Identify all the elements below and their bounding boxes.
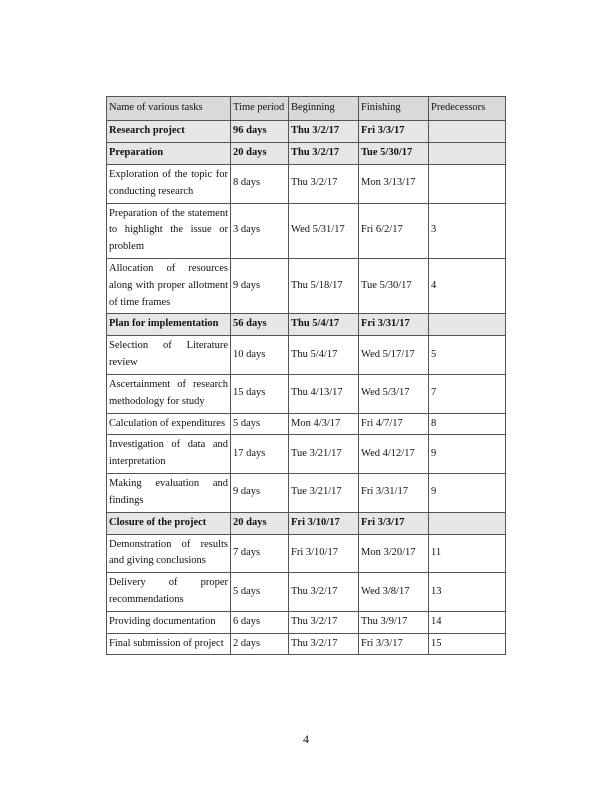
beginning-cell: Thu 3/2/17 <box>289 573 359 612</box>
task-name-cell: Research project <box>107 121 231 143</box>
time-period-cell: 8 days <box>231 165 289 204</box>
finishing-cell: Tue 5/30/17 <box>359 258 429 313</box>
beginning-cell: Tue 3/21/17 <box>289 473 359 512</box>
task-name-cell: Exploration of the topic for conducting research <box>107 165 231 204</box>
table-row <box>107 258 506 313</box>
time-period-cell: 5 days <box>231 413 289 435</box>
time-period-cell: 2 days <box>231 633 289 655</box>
summary-row <box>107 143 506 165</box>
time-period-cell: 9 days <box>231 473 289 512</box>
task-name-cell: Calculation of expenditures <box>107 413 231 435</box>
finishing-cell: Fri 3/3/17 <box>359 633 429 655</box>
finishing-cell: Fri 6/2/17 <box>359 203 429 258</box>
task-name-cell: Allocation of resources along with proper allotment of time frames <box>107 258 231 313</box>
table-row <box>107 435 506 474</box>
task-name-cell: Delivery of proper recommendations <box>107 573 231 612</box>
task-name-cell: Ascertainment of research methodology for study <box>107 374 231 413</box>
table-row <box>107 165 506 204</box>
task-name-cell: Providing documentation <box>107 611 231 633</box>
time-period-cell: 3 days <box>231 203 289 258</box>
table-row <box>107 611 506 633</box>
table-row <box>107 413 506 435</box>
task-name-cell: Selection of Literature review <box>107 336 231 375</box>
predecessors-cell: 15 <box>429 633 506 655</box>
finishing-cell: Fri 3/3/17 <box>359 512 429 534</box>
time-period-cell: 17 days <box>231 435 289 474</box>
beginning-cell: Mon 4/3/17 <box>289 413 359 435</box>
predecessors-cell <box>429 143 506 165</box>
finishing-cell: Mon 3/13/17 <box>359 165 429 204</box>
beginning-cell: Thu 3/2/17 <box>289 121 359 143</box>
finishing-cell: Wed 5/17/17 <box>359 336 429 375</box>
task-name-cell: Preparation <box>107 143 231 165</box>
finishing-cell: Wed 5/3/17 <box>359 374 429 413</box>
predecessors-cell: 9 <box>429 473 506 512</box>
finishing-cell: Fri 3/31/17 <box>359 473 429 512</box>
time-period-cell: 20 days <box>231 512 289 534</box>
beginning-cell: Fri 3/10/17 <box>289 512 359 534</box>
time-period-cell: 9 days <box>231 258 289 313</box>
finishing-cell: Tue 5/30/17 <box>359 143 429 165</box>
finishing-cell: Mon 3/20/17 <box>359 534 429 573</box>
finishing-cell: Fri 4/7/17 <box>359 413 429 435</box>
time-period-cell: 96 days <box>231 121 289 143</box>
header-predecessors: Predecessors <box>429 97 506 121</box>
header-task-name: Name of various tasks <box>107 97 231 121</box>
page-number: 4 <box>303 732 309 746</box>
predecessors-cell: 9 <box>429 435 506 474</box>
header-finishing: Finishing <box>359 97 429 121</box>
finishing-cell: Thu 3/9/17 <box>359 611 429 633</box>
task-name-cell: Investigation of data and interpretation <box>107 435 231 474</box>
finishing-cell: Wed 4/12/17 <box>359 435 429 474</box>
beginning-cell: Thu 3/2/17 <box>289 165 359 204</box>
table-row <box>107 573 506 612</box>
predecessors-cell <box>429 512 506 534</box>
predecessors-cell: 14 <box>429 611 506 633</box>
predecessors-cell <box>429 165 506 204</box>
finishing-cell: Fri 3/31/17 <box>359 314 429 336</box>
summary-row <box>107 314 506 336</box>
table-row <box>107 473 506 512</box>
predecessors-cell: 13 <box>429 573 506 612</box>
beginning-cell: Thu 3/2/17 <box>289 633 359 655</box>
task-name-cell: Demonstration of results and giving conclusions <box>107 534 231 573</box>
beginning-cell: Tue 3/21/17 <box>289 435 359 474</box>
predecessors-cell: 3 <box>429 203 506 258</box>
beginning-cell: Thu 5/18/17 <box>289 258 359 313</box>
beginning-cell: Thu 5/4/17 <box>289 314 359 336</box>
table-body <box>107 121 506 655</box>
time-period-cell: 7 days <box>231 534 289 573</box>
time-period-cell: 15 days <box>231 374 289 413</box>
task-name-cell: Plan for implementation <box>107 314 231 336</box>
predecessors-cell <box>429 121 506 143</box>
predecessors-cell: 11 <box>429 534 506 573</box>
table-row <box>107 374 506 413</box>
beginning-cell: Fri 3/10/17 <box>289 534 359 573</box>
summary-row <box>107 512 506 534</box>
predecessors-cell: 7 <box>429 374 506 413</box>
predecessors-cell: 5 <box>429 336 506 375</box>
predecessors-cell: 8 <box>429 413 506 435</box>
task-name-cell: Making evaluation and findings <box>107 473 231 512</box>
table-row <box>107 633 506 655</box>
time-period-cell: 10 days <box>231 336 289 375</box>
header-time-period: Time period <box>231 97 289 121</box>
predecessors-cell: 4 <box>429 258 506 313</box>
beginning-cell: Thu 4/13/17 <box>289 374 359 413</box>
header-beginning: Beginning <box>289 97 359 121</box>
beginning-cell: Wed 5/31/17 <box>289 203 359 258</box>
beginning-cell: Thu 5/4/17 <box>289 336 359 375</box>
beginning-cell: Thu 3/2/17 <box>289 143 359 165</box>
task-name-cell: Final submission of project <box>107 633 231 655</box>
finishing-cell: Wed 3/8/17 <box>359 573 429 612</box>
task-name-cell: Preparation of the statement to highlight the issue or problem <box>107 203 231 258</box>
table-row <box>107 534 506 573</box>
task-name-cell: Closure of the project <box>107 512 231 534</box>
table-row <box>107 336 506 375</box>
predecessors-cell <box>429 314 506 336</box>
finishing-cell: Fri 3/3/17 <box>359 121 429 143</box>
summary-row <box>107 121 506 143</box>
time-period-cell: 20 days <box>231 143 289 165</box>
time-period-cell: 6 days <box>231 611 289 633</box>
beginning-cell: Thu 3/2/17 <box>289 611 359 633</box>
table-row <box>107 203 506 258</box>
project-schedule-table <box>106 96 506 655</box>
table-header-row <box>107 97 506 121</box>
time-period-cell: 56 days <box>231 314 289 336</box>
time-period-cell: 5 days <box>231 573 289 612</box>
